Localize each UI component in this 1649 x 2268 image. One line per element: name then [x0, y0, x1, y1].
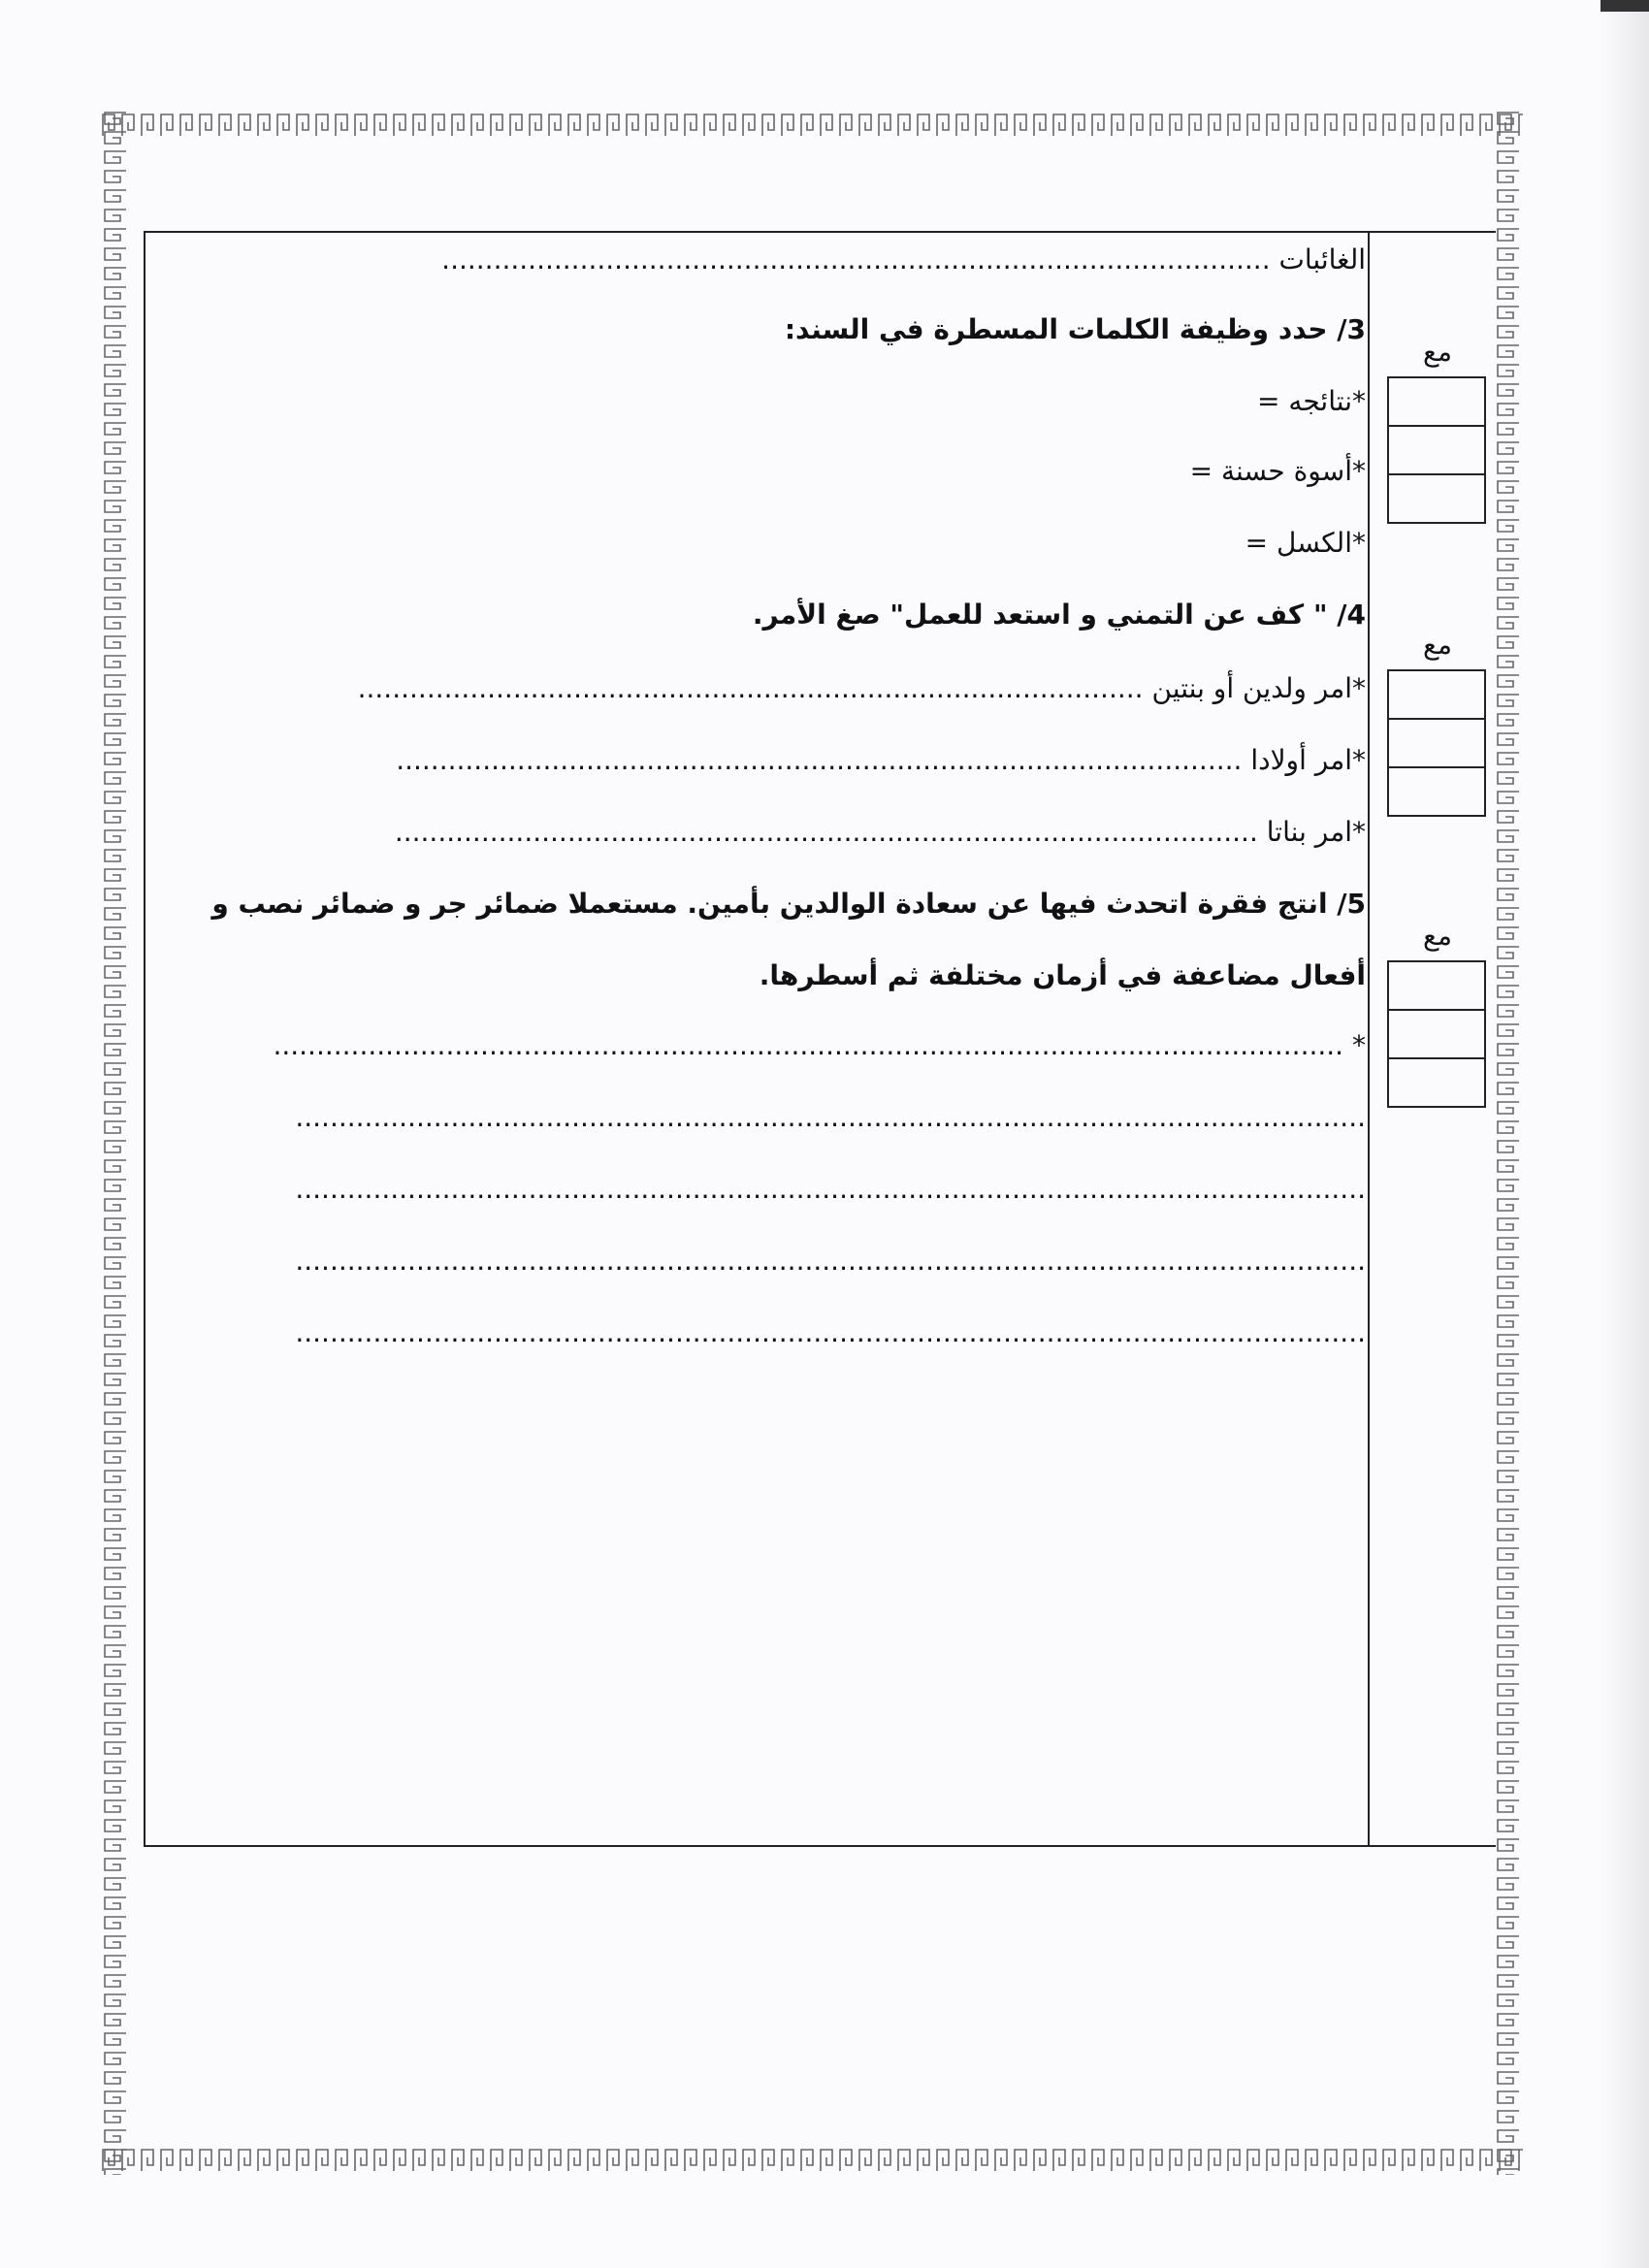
q4-item-label: *امر ولدين أو بنتين — [1151, 672, 1366, 704]
mark-box-q5 — [1387, 960, 1486, 1108]
mark-label: مع — [1423, 920, 1452, 952]
question-5-title-line-2: أفعال مضاعفة في أزمان مختلفة ثم أسطرها. — [759, 959, 1366, 991]
q4-item-label: *امر أولادا — [1250, 744, 1366, 776]
mark-box-q3 — [1387, 376, 1486, 524]
mark-box-q4 — [1387, 669, 1486, 817]
question-4-title: 4/ " كف عن التمني و استعد للعمل" صغ الأمر. — [752, 599, 1366, 631]
question-3-title: 3/ حدد وظيفة الكلمات المسطرة في السند: — [784, 313, 1366, 345]
question-5-title-line-1: 5/ انتج فقرة اتحدث فيها عن سعادة الوالدين بأمين. مستعملا ضمائر جر و ضمائر نصب و — [211, 888, 1366, 920]
mark-label: مع — [1423, 336, 1452, 368]
answer-dots: ............................................................................................................................ — [295, 1316, 1366, 1348]
q5-answer-line-1 — [273, 1024, 1366, 1067]
q5-answer-line-3 — [295, 1168, 1366, 1211]
decorative-border-right — [1494, 111, 1523, 2175]
q4-item-label: *امر بناتا — [1266, 816, 1366, 848]
answer-dots: ............................................................................................................................ — [295, 1101, 1366, 1133]
answer-dots: ................................................................................................ — [441, 243, 1271, 275]
continuation-line — [441, 239, 1366, 281]
answer-dots: .................................................................................................... — [394, 816, 1258, 848]
answer-star: * — [1352, 1029, 1366, 1061]
q3-item-3: *الكسل = — [1245, 527, 1366, 559]
answer-dots: ............................................................................................................................ — [295, 1173, 1366, 1205]
scan-corner-mark — [1600, 0, 1649, 12]
decorative-border-top — [101, 111, 1523, 140]
q5-answer-line-2 — [295, 1096, 1366, 1139]
q4-item-1 — [358, 667, 1366, 710]
q5-answer-line-4 — [295, 1240, 1366, 1282]
answer-dots: ............................................................................................................................ — [273, 1029, 1344, 1061]
q3-item-2: *أسوة حسنة = — [1189, 455, 1366, 487]
q5-answer-line-5 — [295, 1312, 1366, 1354]
marks-column-divider — [1368, 231, 1370, 1845]
decorative-border-bottom — [101, 2146, 1523, 2175]
decorative-border-left — [101, 111, 130, 2175]
answer-dots: .................................................................................................. — [396, 744, 1243, 776]
q4-item-2 — [396, 739, 1366, 782]
continuation-label: الغائبات — [1278, 243, 1366, 275]
answer-dots: ........................................................................................... — [357, 672, 1144, 704]
mark-label: مع — [1423, 629, 1452, 661]
q3-item-1: *نتائجه = — [1256, 385, 1366, 417]
scan-edge-shadow — [1600, 0, 1649, 2268]
answer-dots: ............................................................................................................................ — [295, 1245, 1366, 1277]
q4-item-3 — [395, 811, 1366, 854]
